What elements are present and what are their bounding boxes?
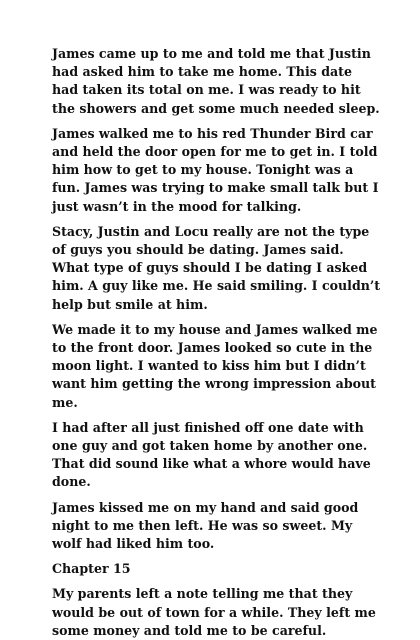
paragraph: Stacy, Justin and Locu really are not the type of guys you should be dating. James said. What type of guys should I be dating I asked him. A guy like me. He said smiling. I couldn’t help but smile at him. [52,223,381,312]
paragraph: I had after all just finished off one date with one guy and got taken home by another one. That did sound like what a whore would have done. [52,419,371,490]
paragraph: We made it to my house and James walked me to the front door. James looked so cute in the moon light. I wanted to kiss him but I didn’t want him getting the wrong impression about me. [52,321,378,410]
chapter-heading: Chapter 15 [52,561,131,577]
paragraph: My parents left a note telling me that they would be out of town for a while. They left me some money and told me to be careful. [52,586,376,638]
paragraph: James kissed me on my hand and said good night to me then left. He was so sweet. My wolf had liked him too. [52,499,359,552]
paragraph: James came up to me and told me that Justin had asked him to take me home. This date had taken its total on me. I was ready to hit the showers and get some much needed sleep. [52,46,380,116]
paragraph: James walked me to his red Thunder Bird car and held the door open for me to get in. I told him how to get to my house. Tonight was a fun. James was trying to make small talk but I just wasn’t in the mood for talking. [52,125,379,214]
